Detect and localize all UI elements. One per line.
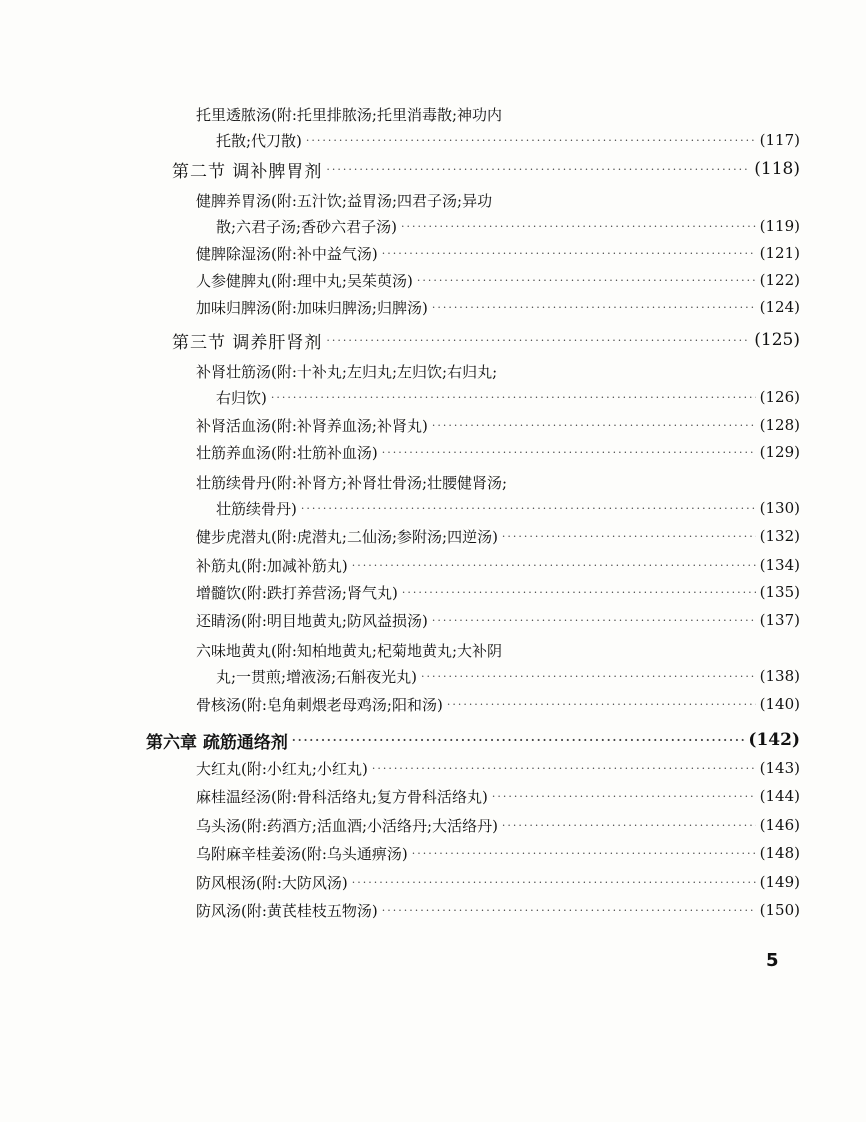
toc-entry-continued (196, 187, 492, 213)
toc-entry (216, 495, 800, 521)
toc-entry (216, 384, 800, 410)
toc-page-ref: (137) (759, 611, 800, 629)
toc-entry (196, 691, 800, 717)
toc-entry-title: 加味归脾汤(附:加味归脾汤;归脾汤) (196, 298, 428, 317)
dot-leader (326, 163, 750, 176)
dot-leader (447, 698, 756, 711)
toc-page-ref: (125) (754, 330, 800, 350)
toc-entry (196, 240, 800, 266)
toc-page-ref: (124) (759, 298, 800, 316)
toc-page-ref: (119) (759, 217, 800, 235)
toc-entry (196, 840, 800, 866)
toc-entry-title: 健脾养胃汤(附:五汁饮;益胃汤;四君子汤;异功 (196, 191, 493, 210)
dot-leader (421, 670, 756, 683)
toc-entry-title: 补筋丸(附:加减补筋丸) (196, 556, 348, 575)
dot-leader (402, 586, 756, 599)
toc-entry-title: 防风根汤(附:大防风汤) (196, 873, 348, 892)
toc-page-ref: (128) (759, 416, 800, 434)
toc-entry-title: 散;六君子汤;香砂六君子汤) (216, 217, 397, 236)
toc-page-ref: (144) (759, 787, 800, 805)
toc-page-ref: (142) (748, 730, 800, 750)
toc-entry-title: 人参健脾丸(附:理中丸;吴茱萸汤) (196, 271, 413, 290)
toc-entry-title: 健步虎潜丸(附:虎潜丸;二仙汤;参附汤;四逆汤) (196, 527, 498, 546)
dot-leader (432, 301, 756, 314)
toc-page-ref: (135) (759, 583, 800, 601)
toc-entry-title: 大红丸(附:小红丸;小红丸) (196, 759, 368, 778)
toc-entry (196, 267, 800, 293)
toc-entry-title: 六味地黄丸(附:知柏地黄丸;杞菊地黄丸;大补阴 (196, 641, 503, 660)
toc-entry-title: 右归饮) (216, 388, 267, 407)
dot-leader (382, 904, 756, 917)
dot-leader (401, 220, 756, 233)
dot-leader (372, 762, 756, 775)
toc-entry (196, 869, 800, 895)
dot-leader (382, 446, 756, 459)
dot-leader (352, 876, 756, 889)
toc-entry-title: 托散;代刀散) (216, 131, 302, 150)
toc-page-ref: (150) (759, 901, 800, 919)
toc-page-ref: (149) (759, 873, 800, 891)
toc-entry (196, 439, 800, 465)
toc-entry (196, 523, 800, 549)
toc-entry (196, 812, 800, 838)
toc-entry-title: 托里透脓汤(附:托里排脓汤;托里消毒散;神功内 (196, 105, 503, 124)
dot-leader (417, 274, 756, 287)
toc-page-ref: (126) (759, 388, 800, 406)
toc-entry (216, 213, 800, 239)
toc-page-ref: (122) (759, 271, 800, 289)
toc-page-ref: (117) (759, 131, 800, 149)
toc-entry (196, 783, 800, 809)
dot-leader (382, 247, 756, 260)
dot-leader (432, 614, 756, 627)
toc-entry (196, 294, 800, 320)
toc-entry-title: 乌头汤(附:药酒方;活血酒;小活络丹;大活络丹) (196, 816, 498, 835)
toc-entry-continued (196, 469, 507, 495)
dot-leader (326, 334, 750, 347)
toc-entry (196, 755, 800, 781)
toc-page-ref: (148) (759, 844, 800, 862)
toc-entry (196, 412, 800, 438)
page-number: 5 (766, 950, 779, 971)
dot-leader (432, 419, 756, 432)
toc-entry-continued (196, 637, 502, 663)
toc-entry-title: 丸;一贯煎;增液汤;石斛夜光丸) (216, 667, 418, 686)
toc-section-heading (172, 156, 800, 182)
toc-section-heading (172, 327, 800, 353)
dot-leader (292, 734, 745, 747)
toc-entry-title: 增髓饮(附:跌打养营汤;肾气丸) (196, 583, 398, 602)
toc-page-ref: (138) (759, 667, 800, 685)
toc-entry-title: 壮筋续骨丹(附:补肾方;补肾壮骨汤;壮腰健肾汤; (196, 473, 508, 492)
toc-page-ref: (129) (759, 443, 800, 461)
toc-entry (196, 552, 800, 578)
dot-leader (492, 790, 756, 803)
toc-entry-title: 防风汤(附:黄芪桂枝五物汤) (196, 901, 378, 920)
toc-entry-title: 还睛汤(附:明目地黄丸;防风益损汤) (196, 611, 428, 630)
dot-leader (502, 530, 756, 543)
dot-leader (412, 847, 756, 860)
toc-entry-title: 麻桂温经汤(附:骨科活络丸;复方骨科活络丸) (196, 787, 488, 806)
toc-entry (196, 897, 800, 923)
toc-page-ref: (146) (759, 816, 800, 834)
toc-entry (196, 607, 800, 633)
toc-page-ref: (121) (759, 244, 800, 262)
toc-entry-title: 乌附麻辛桂姜汤(附:乌头通痹汤) (196, 844, 408, 863)
toc-entry-title: 第三节 调养肝肾剂 (172, 332, 323, 353)
dot-leader (306, 134, 756, 147)
toc-entry-title: 第六章 疏筋通络剂 (146, 732, 288, 753)
toc-entry-title: 健脾除湿汤(附:补中益气汤) (196, 244, 378, 263)
toc-entry (216, 663, 800, 689)
toc-entry-title: 骨核汤(附:皂角刺煨老母鸡汤;阳和汤) (196, 695, 443, 714)
toc-entry-title: 壮筋养血汤(附:壮筋补血汤) (196, 443, 378, 462)
toc-page-ref: (134) (759, 556, 800, 574)
toc-page-ref: (132) (759, 527, 800, 545)
toc-entry-continued (196, 101, 502, 127)
dot-leader (502, 819, 756, 832)
toc-entry-title: 第二节 调补脾胃剂 (172, 161, 323, 182)
dot-leader (352, 559, 756, 572)
dot-leader (301, 502, 756, 515)
toc-entry (196, 579, 800, 605)
toc-entry (216, 127, 800, 153)
toc-entry-title: 壮筋续骨丹) (216, 499, 297, 518)
dot-leader (271, 391, 756, 404)
toc-chapter-heading (146, 727, 800, 753)
toc-entry-continued (196, 358, 497, 384)
toc-page-ref: (130) (759, 499, 800, 517)
toc-entry-title: 补肾活血汤(附:补肾养血汤;补肾丸) (196, 416, 428, 435)
toc-page-ref: (140) (759, 695, 800, 713)
toc-page-ref: (118) (754, 159, 800, 179)
toc-page-ref: (143) (759, 759, 800, 777)
toc-entry-title: 补肾壮筋汤(附:十补丸;左归丸;左归饮;右归丸; (196, 362, 498, 381)
